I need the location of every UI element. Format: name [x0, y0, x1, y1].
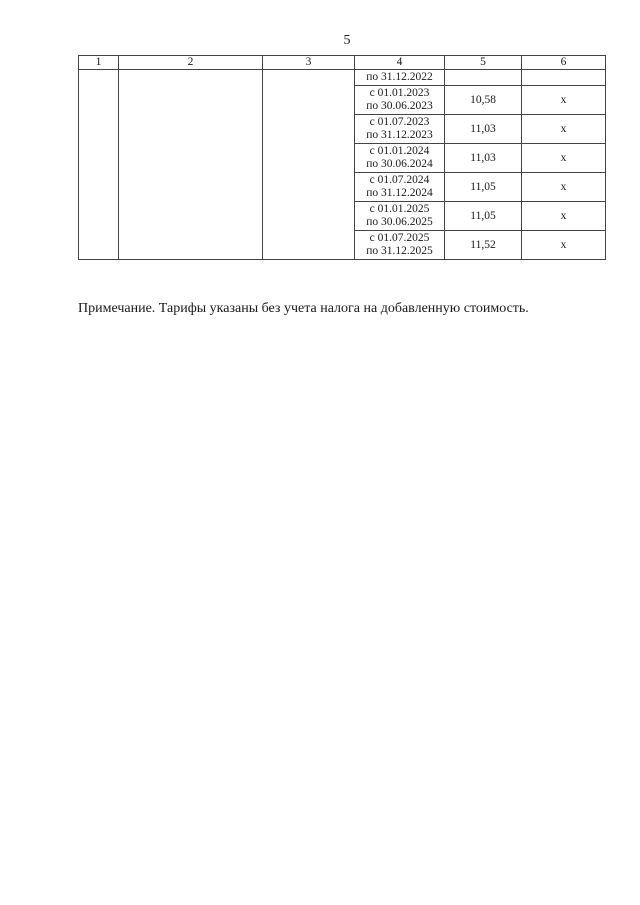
- col6-cell: [522, 70, 606, 86]
- col6-cell: x: [522, 231, 606, 260]
- tariff-value-cell: 11,05: [445, 173, 522, 202]
- period-cell: [355, 115, 445, 144]
- period-cell: [355, 231, 445, 260]
- tariff-value-cell: 11,03: [445, 144, 522, 173]
- period-start: с 01.01.2024: [369, 145, 430, 157]
- period-end: по 30.06.2024: [366, 158, 433, 170]
- col6-cell: x: [522, 86, 606, 115]
- period-end: по 31.12.2025: [366, 245, 433, 257]
- period-start: с 01.07.2025: [369, 232, 430, 244]
- table-header-row: [79, 56, 606, 70]
- period-cell: [355, 202, 445, 231]
- column-header-3: 3: [263, 56, 355, 70]
- col1-merged-cell: [79, 70, 119, 260]
- column-header-6: 6: [522, 56, 606, 70]
- col6-cell: x: [522, 115, 606, 144]
- col6-cell: x: [522, 144, 606, 173]
- tariff-table: [78, 55, 606, 260]
- period-line: по 31.12.2022: [366, 71, 433, 83]
- period-cell: [355, 70, 445, 86]
- page-number: 5: [343, 33, 351, 48]
- tariff-value-cell: 11,05: [445, 202, 522, 231]
- column-header-5: 5: [445, 56, 522, 70]
- period-cell: [355, 144, 445, 173]
- period-start: с 01.01.2025: [369, 203, 430, 215]
- period-end: по 31.12.2024: [366, 187, 433, 199]
- col2-merged-cell: [119, 70, 263, 260]
- col3-merged-cell: [263, 70, 355, 260]
- period-end: по 30.06.2025: [366, 216, 433, 228]
- tariff-value-cell: 11,52: [445, 231, 522, 260]
- tariff-value-cell: 10,58: [445, 86, 522, 115]
- period-start: с 01.07.2024: [369, 174, 430, 186]
- tariff-value-cell: 11,03: [445, 115, 522, 144]
- period-cell: [355, 173, 445, 202]
- table-row: [79, 70, 606, 86]
- period-cell: [355, 86, 445, 115]
- col6-cell: x: [522, 173, 606, 202]
- period-start: с 01.07.2023: [369, 116, 430, 128]
- period-end: по 31.12.2023: [366, 129, 433, 141]
- column-header-4: 4: [355, 56, 445, 70]
- column-header-2: 2: [119, 56, 263, 70]
- column-header-1: 1: [79, 56, 119, 70]
- footnote: Примечание. Тарифы указаны без учета налога на добавленную стоимость.: [78, 301, 529, 316]
- col6-cell: x: [522, 202, 606, 231]
- tariff-value-cell: [445, 70, 522, 86]
- period-end: по 30.06.2023: [366, 100, 433, 112]
- period-start: с 01.01.2023: [369, 87, 430, 99]
